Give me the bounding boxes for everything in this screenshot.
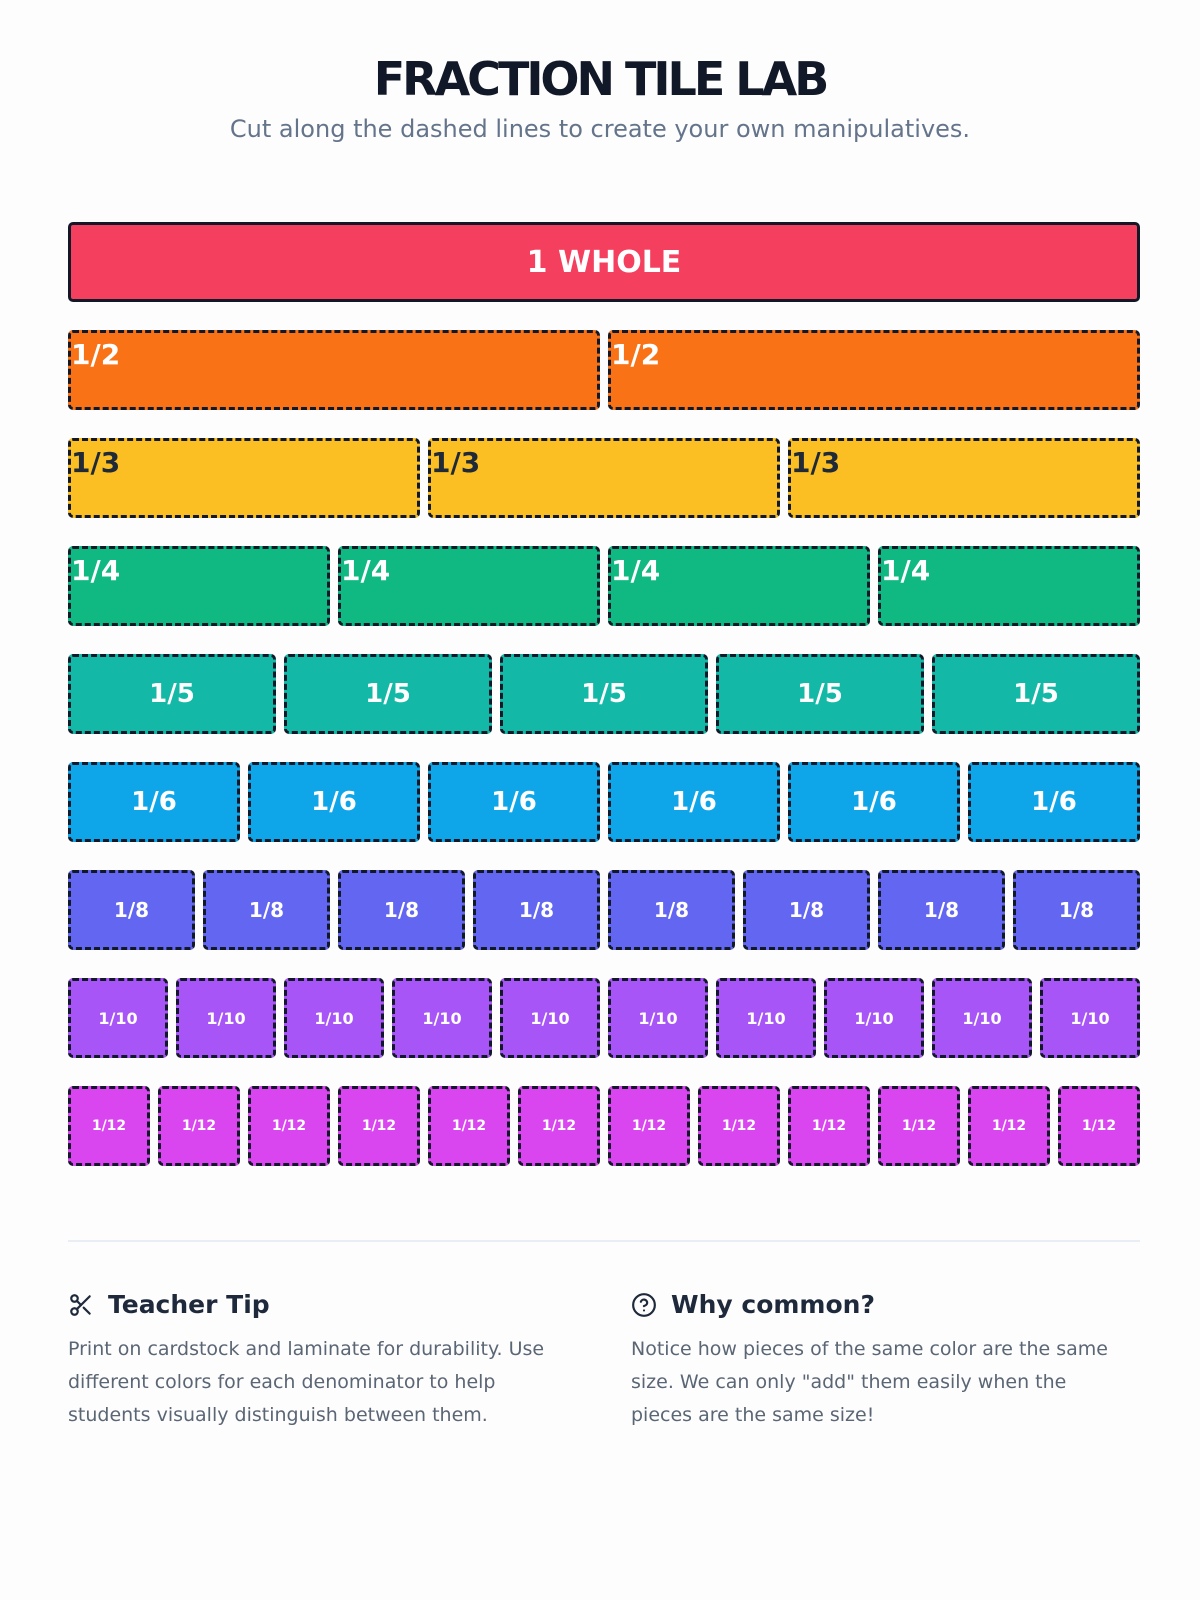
tile-4-3: 1/4: [608, 546, 870, 626]
page-header: [0, 0, 1200, 143]
question-circle-icon: [631, 1292, 657, 1318]
tile-8-8: 1/8: [1013, 870, 1140, 950]
tile-row-4: [68, 546, 1140, 626]
tile-10-1: 1/10: [68, 978, 168, 1058]
why-common: [631, 1290, 1131, 1432]
tile-3-2: 1/3: [428, 438, 780, 518]
tile-4-2: 1/4: [338, 546, 600, 626]
tile-8-4: 1/8: [473, 870, 600, 950]
tile-4-1: 1/4: [68, 546, 330, 626]
why-common-body: Notice how pieces of the same color are the same size. We can only "add" them easily when the pieces are the same size!: [631, 1338, 1108, 1426]
tile-5-2: 1/5: [284, 654, 492, 734]
tile-8-6: 1/8: [743, 870, 870, 950]
tile-5-3: 1/5: [500, 654, 708, 734]
tile-12-4: 1/12: [338, 1086, 420, 1166]
tile-5-5: 1/5: [932, 654, 1140, 734]
tile-10-3: 1/10: [284, 978, 384, 1058]
tile-10-2: 1/10: [176, 978, 276, 1058]
tile-10-10: 1/10: [1040, 978, 1140, 1058]
tile-row-6: [68, 762, 1140, 842]
tile-10-5: 1/10: [500, 978, 600, 1058]
tile-10-6: 1/10: [608, 978, 708, 1058]
fraction-tiles: [68, 222, 1140, 1194]
tile-5-1: 1/5: [68, 654, 276, 734]
teacher-tip: [68, 1290, 568, 1432]
tile-12-12: 1/12: [1058, 1086, 1140, 1166]
tile-3-1: 1/3: [68, 438, 420, 518]
tile-row-12: [68, 1086, 1140, 1166]
why-common-header: [631, 1290, 1131, 1319]
tile-12-2: 1/12: [158, 1086, 240, 1166]
tile-4-4: 1/4: [878, 546, 1140, 626]
teacher-tip-header: [68, 1290, 568, 1319]
tile-6-6: 1/6: [968, 762, 1140, 842]
tile-12-8: 1/12: [698, 1086, 780, 1166]
tile-row-8: [68, 870, 1140, 950]
page-title: FRACTION TILE LAB: [373, 52, 827, 106]
tile-12-1: 1/12: [68, 1086, 150, 1166]
tile-10-8: 1/10: [824, 978, 924, 1058]
tile-6-5: 1/6: [788, 762, 960, 842]
teacher-tip-title: Teacher Tip: [108, 1290, 270, 1319]
tile-12-10: 1/12: [878, 1086, 960, 1166]
tile-12-7: 1/12: [608, 1086, 690, 1166]
tile-8-3: 1/8: [338, 870, 465, 950]
tile-row-10: [68, 978, 1140, 1058]
why-common-title: Why common?: [671, 1290, 875, 1319]
tile-12-6: 1/12: [518, 1086, 600, 1166]
tile-12-3: 1/12: [248, 1086, 330, 1166]
tile-5-4: 1/5: [716, 654, 924, 734]
tile-2-2: 1/2: [608, 330, 1140, 410]
section-divider: [68, 1240, 1140, 1242]
tile-row-whole: [68, 222, 1140, 302]
tile-whole: 1 WHOLE: [68, 222, 1140, 302]
tile-6-1: 1/6: [68, 762, 240, 842]
tile-12-5: 1/12: [428, 1086, 510, 1166]
teacher-tip-body: Print on cardstock and laminate for durability. Use different colors for each denominator to help students visually distinguish between them.: [68, 1338, 545, 1426]
tile-6-3: 1/6: [428, 762, 600, 842]
tile-10-4: 1/10: [392, 978, 492, 1058]
tile-8-7: 1/8: [878, 870, 1005, 950]
tile-row-5: [68, 654, 1140, 734]
tile-6-4: 1/6: [608, 762, 780, 842]
scissors-icon: [68, 1292, 94, 1318]
tile-12-11: 1/12: [968, 1086, 1050, 1166]
tile-12-9: 1/12: [788, 1086, 870, 1166]
tile-row-2: [68, 330, 1140, 410]
tile-10-7: 1/10: [716, 978, 816, 1058]
tile-8-5: 1/8: [608, 870, 735, 950]
tile-8-1: 1/8: [68, 870, 195, 950]
page-subtitle: Cut along the dashed lines to create your own manipulatives.: [229, 115, 971, 144]
tile-6-2: 1/6: [248, 762, 420, 842]
tile-10-9: 1/10: [932, 978, 1032, 1058]
tile-row-3: [68, 438, 1140, 518]
tile-2-1: 1/2: [68, 330, 600, 410]
fraction-rows: [68, 330, 1140, 1166]
tile-8-2: 1/8: [203, 870, 330, 950]
tile-3-3: 1/3: [788, 438, 1140, 518]
